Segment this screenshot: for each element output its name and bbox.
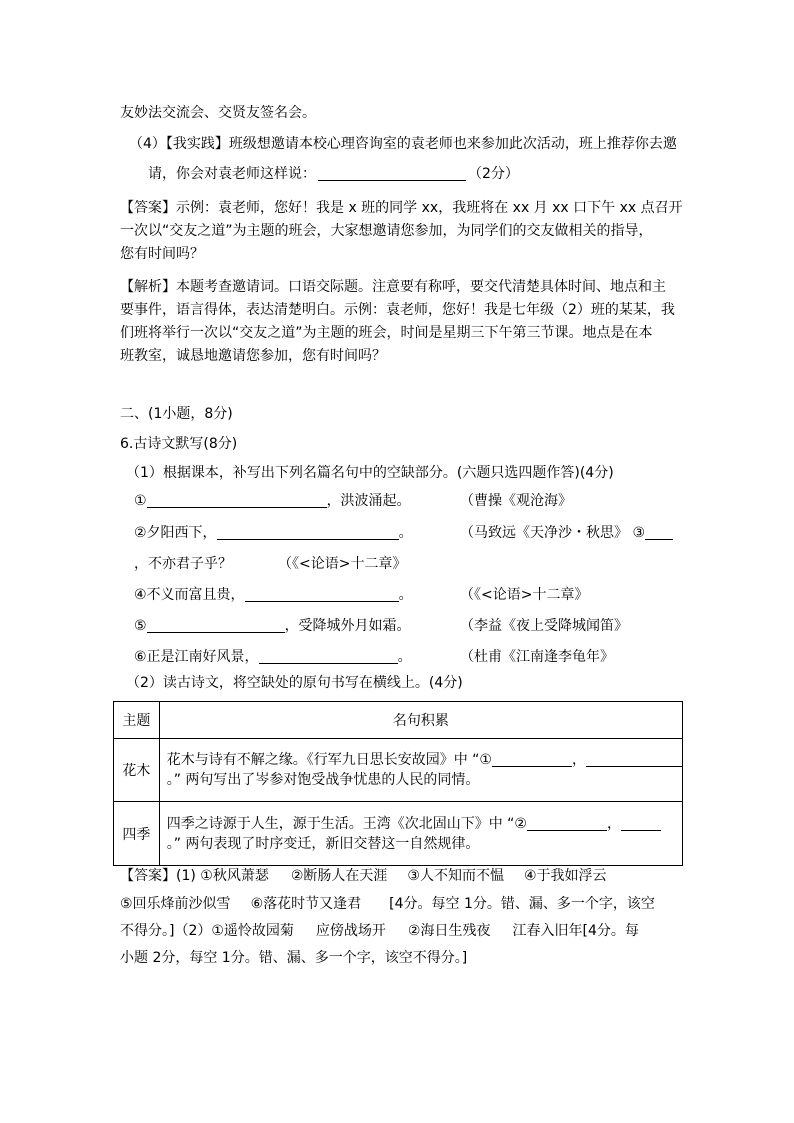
- answer-blank: [621, 814, 661, 831]
- answer-2-line3: [120, 921, 639, 941]
- row-content: [159, 802, 682, 866]
- explanation-line4: 班教室，诚恳地邀请您参加，您有时间吗？: [120, 348, 386, 364]
- answer-2-item: 【答案】(1) ①秋风萧瑟: [120, 868, 269, 884]
- item-1: [134, 491, 411, 511]
- row-theme: 四季: [114, 802, 160, 866]
- item-5-source: （李益《夜上受降城闻笛》: [460, 618, 628, 634]
- item-2-source: [460, 523, 673, 543]
- subquestion-2: （2）读古诗文，将空缺处的原句书写在横线上。(4分): [126, 675, 463, 691]
- table-header-theme: 主题: [114, 702, 160, 739]
- answer-blank: [259, 647, 398, 664]
- item-6-source: （杜甫《江南逢李龟年》: [460, 649, 614, 665]
- answer-blank: [527, 814, 607, 831]
- item-5-number: ⑤: [134, 618, 147, 634]
- row-line1: [160, 814, 682, 834]
- question-4-line1: （4）【我实践】班级想邀请本校心理咨询室的袁老师也来参加此次活动，班上推荐你去邀: [129, 136, 677, 152]
- item-6-text: ⑥正是江南好风景，: [134, 649, 259, 665]
- question-4-score: （2分）: [468, 166, 519, 182]
- subquestion-1: （1）根据课本，补写出下列名篇名句中的空缺部分。(六题只选四题作答)(4分): [126, 465, 614, 481]
- item-2-end: 。: [398, 525, 413, 541]
- section-2-heading: 二、(1小题，8分): [120, 406, 233, 422]
- item-1-text: ，洪波涌起。: [326, 493, 411, 509]
- answer-2-item: ②断肠人在天涯: [290, 868, 388, 884]
- item-6-end: 。: [397, 649, 412, 665]
- answer-2-item: ⑥落花时节又逢君: [250, 896, 362, 912]
- table-header-quotes: 名句积累: [159, 702, 682, 739]
- answer-2-note: [4分。每空 1分。错、漏、多一个字，该空: [389, 896, 655, 912]
- item-4-text: ④不义而富且贵，: [134, 587, 245, 603]
- row-line2: 。” 两句写出了岑参对饱受战争忧患的人民的同情。: [166, 772, 480, 788]
- answer-blank: [147, 491, 327, 508]
- answer-2-item: ④于我如浮云: [523, 868, 607, 884]
- row-comma: ，: [607, 815, 621, 832]
- explanation-line3: 们班将举行一次以“交友之道”为主题的班会，时间是星期三下午第三节课。地点是在本: [120, 325, 653, 341]
- item-1-number: ①: [134, 493, 147, 509]
- table-row: [114, 739, 683, 802]
- answer-2-item: 江春入旧年[4分。每: [512, 923, 639, 939]
- answer-blank: [217, 523, 399, 540]
- answer-blank: [147, 616, 285, 633]
- item-2-text: ②夕阳西下，: [134, 525, 217, 541]
- item-4-source: （《<论语>十二章》: [460, 587, 589, 603]
- item-5-text: ，受降城外月如霜。: [284, 618, 411, 634]
- item-6: [134, 647, 412, 667]
- row-text: 四季之诗源于人生，源于生活。王湾《次北固山下》中 “②: [166, 815, 527, 832]
- item-4-end: 。: [398, 587, 413, 603]
- answer-blank: [318, 164, 466, 181]
- row-theme: 花木: [114, 739, 160, 802]
- quotes-table: [113, 701, 683, 866]
- answer-2-line1: [120, 866, 607, 886]
- item-4: [134, 585, 413, 605]
- answer-2-item: ②海日生残夜: [407, 923, 491, 939]
- row-line1: [160, 750, 682, 770]
- question-4-prompt: 请，你会对袁老师这样说：: [148, 166, 316, 182]
- row-line2: 。” 两句表现了时序变迁，新旧交替这一自然规律。: [166, 835, 480, 852]
- item-1-source: （曹操《观沧海》: [460, 493, 572, 509]
- answer-2-item: 不得分。]（2）①遥怜故园菊: [120, 923, 294, 939]
- answer-1-line3: 您有时间吗？: [120, 246, 204, 262]
- item-3-source: （《<论语>十二章》: [278, 556, 407, 572]
- answer-2-item: ⑤回乐烽前沙似雪: [120, 896, 231, 912]
- question-4-line2: [148, 164, 519, 184]
- answer-2-line4: 小题 2分，每空 1分。错、漏、多一个字，该空不得分。]: [120, 950, 468, 966]
- item-3: ，不亦君子乎？: [134, 556, 232, 572]
- row-comma: ，: [572, 752, 586, 768]
- answer-1-line2: 一次以“交友之道”为主题的班会，大家想邀请您参加，为同学们的交友做相关的指导，: [120, 223, 653, 239]
- item-2: [134, 523, 413, 543]
- answer-blank: [492, 750, 572, 767]
- answer-2-item: ③人不知而不愠: [407, 868, 504, 884]
- answer-2-line2: [120, 894, 655, 914]
- continued-line: 友妙法交流会、交贤友签名会。: [120, 105, 316, 121]
- answer-blank: [245, 585, 399, 602]
- explanation-line2: 要事件，语言得体，表达清楚明白。示例：袁老师，您好！我是七年级（2）班的某某，我: [120, 302, 675, 318]
- row-content: [159, 739, 682, 802]
- question-6-heading: 6.古诗文默写(8分): [120, 436, 238, 452]
- explanation-line1: 【解析】本题考查邀请词。口语交际题。注意要有称呼，要交代清楚具体时间、地点和主: [120, 279, 666, 295]
- answer-blank: [645, 523, 673, 540]
- answer-2-item: 应傍战场开: [315, 923, 386, 939]
- answer-blank: [586, 750, 682, 767]
- item-5: [134, 616, 411, 636]
- row-text: 花木与诗有不解之缘。《行军九日思长安故园》中 “①: [166, 752, 492, 768]
- answer-1-line1: 【答案】示例：袁老师，您好！我是 x 班的同学 xx，我班将在 xx 月 xx 口下午 xx 点召开: [120, 200, 683, 216]
- item-2-source-text: （马致远《天净沙・秋思》 ③: [460, 525, 646, 541]
- table-row: [114, 802, 683, 866]
